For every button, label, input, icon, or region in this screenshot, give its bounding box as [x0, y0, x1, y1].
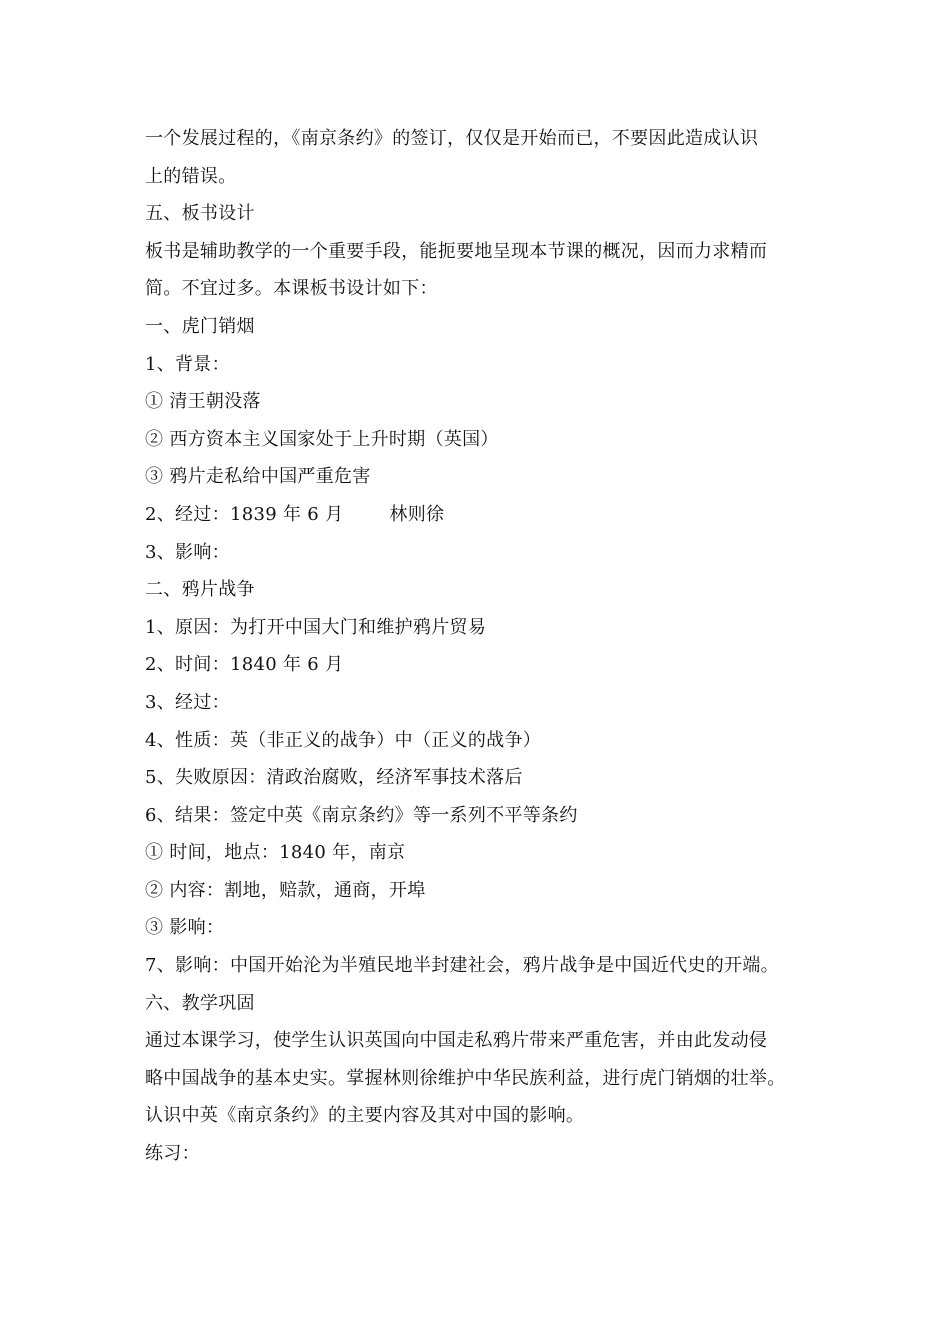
outline-heading: 二、鸦片战争: [145, 579, 255, 601]
outline-item: 7、影响：中国开始沦为半殖民地半封建社会，鸦片战争是中国近代史的开端。: [145, 955, 779, 977]
outline-subitem: ③ 鸦片走私给中国严重危害: [145, 466, 371, 488]
text-line: 板书是辅助教学的一个重要手段，能扼要地呈现本节课的概况，因而力求精而: [145, 240, 768, 262]
exercise-label: 练习：: [145, 1143, 200, 1165]
outline-item: 1、背景：: [145, 353, 230, 375]
outline-item: 4、性质：英（非正义的战争）中（正义的战争）: [145, 729, 542, 751]
outline-item: [145, 496, 835, 534]
document-body: [145, 120, 835, 1173]
text-line: 通过本课学习，使学生认识英国向中国走私鸦片带来严重危害，并由此发动侵: [145, 1030, 768, 1052]
section-heading: 六、教学巩固: [145, 992, 255, 1014]
outline-item-text: 2、经过：1839 年 6 月: [145, 503, 344, 525]
outline-subitem: ① 清王朝没落: [145, 391, 261, 413]
outline-item: 3、经过：: [145, 691, 230, 713]
outline-item: 6、结果：签定中英《南京条约》等一系列不平等条约: [145, 804, 578, 826]
outline-subitem: ② 内容：割地，赔款，通商，开埠: [145, 879, 426, 901]
section-heading: 五、板书设计: [145, 203, 255, 225]
outline-subitem: ② 西方资本主义国家处于上升时期（英国）: [145, 428, 499, 450]
outline-item: 1、原因：为打开中国大门和维护鸦片贸易: [145, 616, 487, 638]
outline-subitem: ① 时间，地点：1840 年，南京: [145, 842, 406, 864]
text-line: 上的错误。: [145, 165, 237, 187]
text-line: 一个发展过程的，《南京条约》的签订，仅仅是开始而已，不要因此造成认识: [145, 128, 759, 149]
text-line: 简。不宜过多。本课板书设计如下：: [145, 278, 438, 300]
outline-subitem: ③ 影响：: [145, 917, 225, 939]
outline-item: 2、时间：1840 年 6 月: [145, 654, 344, 676]
outline-heading: 一、虎门销烟: [145, 315, 255, 337]
text-line: 略中国战争的基本史实。掌握林则徐维护中华民族利益，进行虎门销烟的壮举。: [145, 1067, 786, 1089]
person-name: 林则徐: [389, 503, 445, 525]
outline-item: 5、失败原因：清政治腐败，经济军事技术落后: [145, 767, 523, 789]
text-line: 认识中英《南京条约》的主要内容及其对中国的影响。: [145, 1105, 585, 1127]
outline-item: 3、影响：: [145, 541, 230, 563]
